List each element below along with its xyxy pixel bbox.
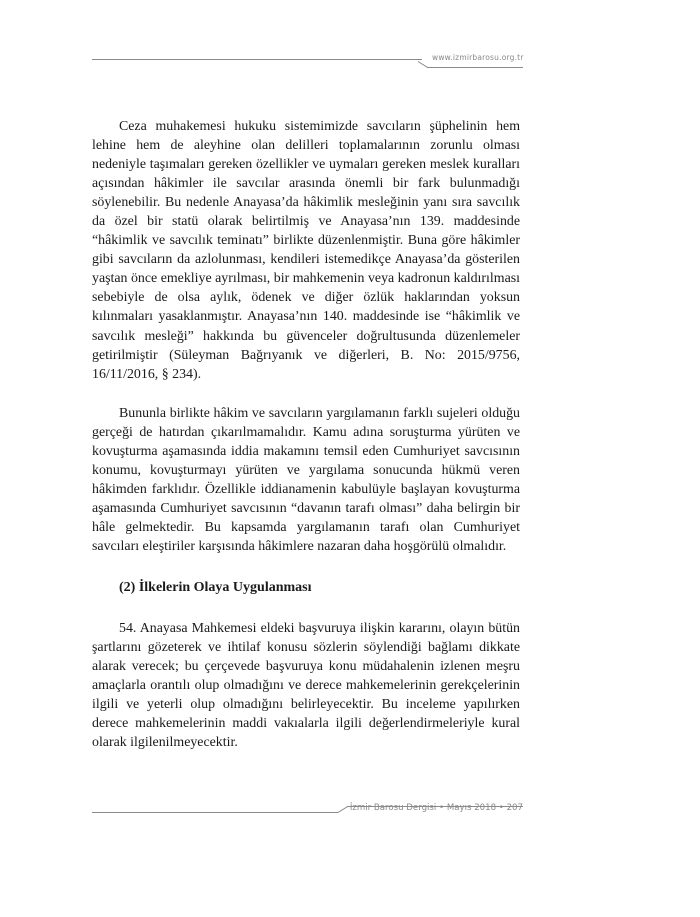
paragraph-2: Bununla birlikte hâkim ve savcıların yargılamanın farklı sujeleri olduğu gerçeği de hatırdan çıkarılmamalıdır. Kamu adına soruşturma yürüten ve kovuşturma aşamasında iddia makamını temsil eden Cumhuriyet savcısının konumu, kovuşturmayı yürüten ve yargılama sonucunda hükmü veren hâkimden farklıdır. Özellikle iddianamenin kabulüyle başlayan kovuşturma aşamasında Cumhuriyet savcısının “davanın tarafı olması” daha belirgin bir hâle gelmektedir. Bu kapsamda yargılamanın tarafı olan Cumhuriyet savcıları eleştiriler karşısında hâkimlere nazaran daha hoşgörülü olmalıdır. xyxy=(92,405,520,554)
section-heading: (2) İlkelerin Olaya Uygulanması xyxy=(119,580,312,596)
header-rule-right xyxy=(427,67,523,68)
footer-rule-left xyxy=(92,812,338,813)
paragraph-3: 54. Anayasa Mahkemesi eldeki başvuruya ilişkin kararını, olayın bütün şartlarını gözeterek ve ihtilaf konusu sözlerin söylendiği bağlamı dikkate alarak verecek; bu çerçevede başvuruya konu müdahalenin izlenen meşru amaçlarla orantılı olup olmadığını ve derece mahkemelerinin gerekçelerinin ilgili ve yeterli olup olmadığını belirleyecektir. Bu inceleme yapılırken derece mahkemelerinin maddi vakıalarla ilgili değerlendirmeleriyle kural olarak ilgilenilmeyecektir. xyxy=(92,621,520,751)
footer-journal-info: İzmir Barosu Dergisi • Mayıs 2018 • 207 xyxy=(349,803,523,813)
header-rule-left xyxy=(92,59,422,60)
header-url: www.izmirbarosu.org.tr xyxy=(432,53,524,62)
article-body xyxy=(92,117,520,752)
paragraph-1: Ceza muhakemesi hukuku sistemimizde savcıların şüphelinin hem lehine hem de aleyhine olan delilleri toplamalarının zorunlu olması nedeniyle taşımaları gereken özellikler ve uymaları gereken meslek kuralları açısından hâkimler ile savcılar arasında önemli bir fark bulunmadığı söylenebilir. Bu nedenle Anayasa’da hâkimlik mesleğinin yanı sıra savcılık da özel bir statü olarak belirtilmiş ve Anayasa’nın 139. maddesinde “hâkimlik ve savcılık teminatı” birlikte düzenlenmiştir. Buna göre hâkimler gibi savcıların da azlolunması, kendileri istemedikçe Anayasa’da gösterilen yaştan önce emekliye ayrılması, bir mahkemenin veya kadronun kaldırılması sebebiyle de olsa aylık, ödenek ve diğer özlük haklarından yoksun kılınmaları yasaklanmıştır. Anayasa’nın 140. maddesinde ise “hâkimlik ve savcılık mesleği” hakkında bu güvenceler doğrultusunda düzenlemeler getirilmiştir (Süleyman Bağrıyanık ve diğerleri, B. No: 2015/9756, 16/11/2016, § 234). xyxy=(92,119,520,382)
